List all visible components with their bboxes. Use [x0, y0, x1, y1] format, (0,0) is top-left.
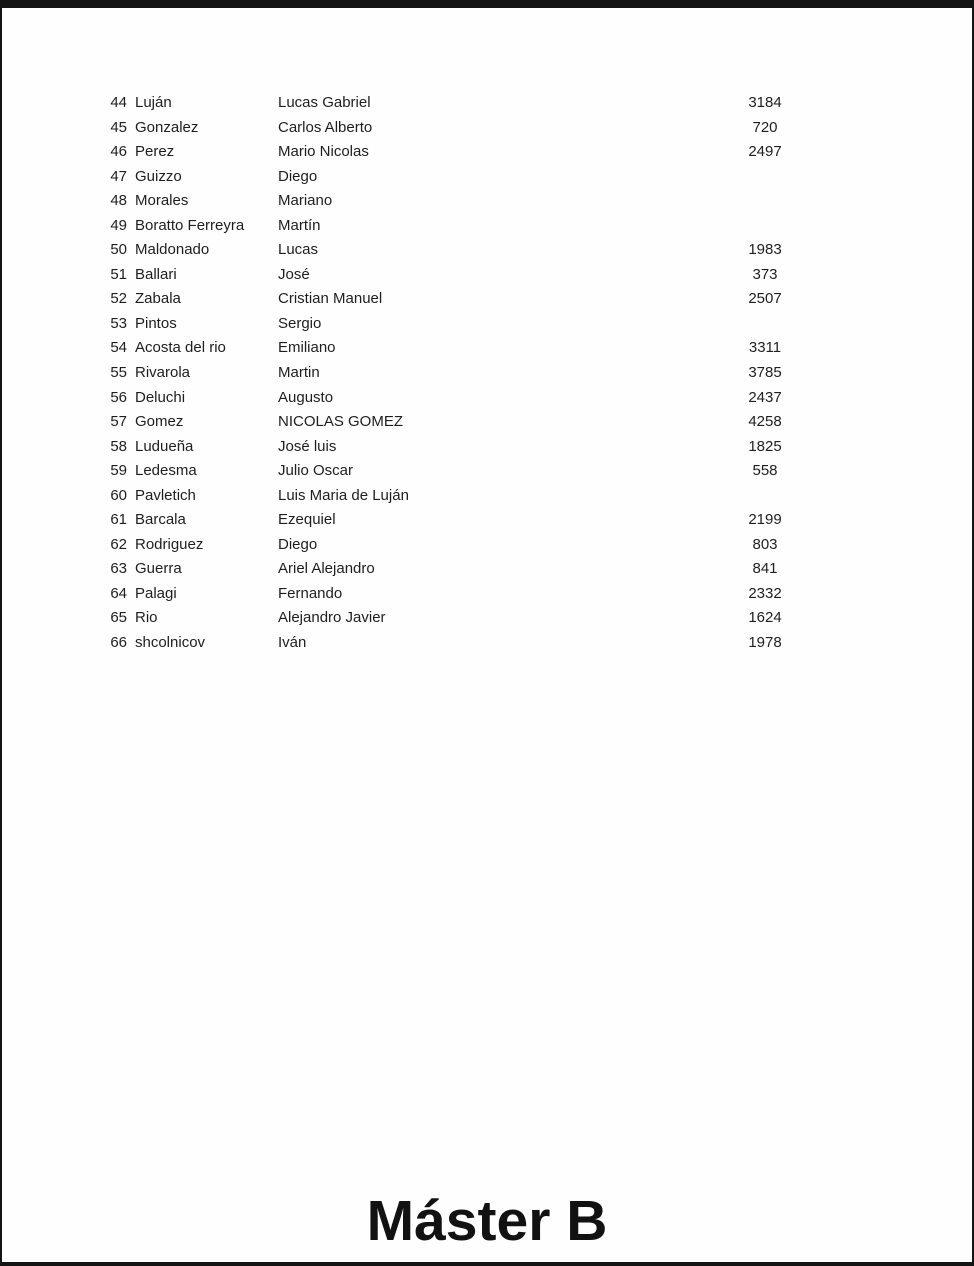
table-row: [0, 386, 974, 411]
firstname-cell: Luis Maria de Luján: [278, 486, 409, 504]
row-number-cell: 59: [110, 462, 127, 480]
row-number-cell: 62: [110, 535, 127, 553]
table-row: [0, 287, 974, 312]
row-number-cell: 65: [110, 609, 127, 627]
firstname-cell: José: [278, 265, 310, 283]
value-cell: 1624: [748, 609, 782, 627]
surname-cell: Pavletich: [135, 486, 196, 504]
row-number-cell: 47: [110, 167, 127, 185]
table-row: [0, 238, 974, 263]
surname-cell: Rodriguez: [135, 535, 204, 553]
row-number-cell: 48: [110, 192, 127, 210]
table-row: [0, 435, 974, 460]
firstname-cell: Cristian Manuel: [278, 290, 383, 308]
surname-cell: Pintos: [135, 314, 177, 332]
firstname-cell: Sergio: [278, 314, 322, 332]
row-number-cell: 49: [110, 216, 127, 234]
table-row: [0, 312, 974, 337]
firstname-cell: Ezequiel: [278, 511, 336, 529]
row-number-cell: 60: [110, 486, 127, 504]
row-number-cell: 58: [110, 437, 127, 455]
surname-cell: Luján: [135, 94, 172, 111]
table-row: [0, 165, 974, 190]
firstname-cell: Lucas: [278, 241, 319, 259]
surname-cell: Zabala: [135, 290, 181, 308]
table-row: [0, 91, 974, 116]
section-title: Máster B: [366, 1189, 608, 1253]
surname-cell: Deluchi: [135, 388, 186, 406]
table-row: [0, 508, 974, 533]
table-row: [0, 631, 974, 656]
value-cell: 1983: [748, 241, 782, 259]
row-number-cell: 66: [110, 634, 127, 652]
row-number-cell: 51: [110, 265, 127, 283]
row-number-cell: 44: [110, 94, 127, 111]
table-row: [0, 263, 974, 288]
firstname-cell: NICOLAS GOMEZ: [278, 413, 404, 431]
row-number-cell: 46: [110, 143, 127, 161]
value-cell: 558: [752, 462, 778, 480]
top-border: [0, 0, 974, 8]
value-cell: 2199: [748, 511, 782, 529]
row-number-cell: 57: [110, 413, 127, 431]
firstname-cell: Iván: [278, 634, 307, 652]
row-number-cell: 45: [110, 118, 127, 136]
firstname-cell: Emiliano: [278, 339, 336, 357]
table-row: [0, 484, 974, 509]
row-number-cell: 55: [110, 364, 127, 382]
table-row: [0, 606, 974, 631]
surname-cell: Acosta del rio: [135, 339, 226, 357]
value-cell: 803: [752, 535, 778, 553]
table-row: [0, 410, 974, 435]
firstname-cell: Alejandro Javier: [278, 609, 386, 627]
value-cell: 3785: [748, 364, 782, 382]
surname-cell: Ludueña: [135, 437, 194, 455]
value-cell: 720: [752, 118, 778, 136]
value-cell: 2437: [748, 388, 782, 406]
firstname-cell: Diego: [278, 535, 318, 553]
firstname-cell: Martín: [278, 216, 321, 234]
firstname-cell: Fernando: [278, 584, 343, 602]
firstname-cell: Augusto: [278, 388, 334, 406]
value-cell: 373: [752, 265, 778, 283]
surname-cell: Ledesma: [135, 462, 197, 480]
row-number-cell: 56: [110, 388, 127, 406]
surname-cell: Morales: [135, 192, 189, 210]
row-number-cell: 54: [110, 339, 127, 357]
surname-cell: Guizzo: [135, 167, 182, 185]
surname-cell: shcolnicov: [135, 634, 206, 652]
firstname-cell: José luis: [278, 437, 337, 455]
row-number-cell: 63: [110, 560, 127, 578]
row-number-cell: 50: [110, 241, 127, 259]
firstname-cell: Martin: [278, 364, 320, 382]
value-cell: 2497: [748, 143, 782, 161]
value-cell: 841: [752, 560, 778, 578]
surname-cell: Rivarola: [135, 364, 191, 382]
participants-list: [0, 91, 974, 656]
row-number-cell: 53: [110, 314, 127, 332]
table-row: [0, 116, 974, 141]
table-row: [0, 140, 974, 165]
row-number-cell: 61: [110, 511, 127, 529]
surname-cell: Gonzalez: [135, 118, 199, 136]
firstname-cell: Mario Nicolas: [278, 143, 369, 161]
surname-cell: Palagi: [135, 584, 177, 602]
table-row: [0, 459, 974, 484]
surname-cell: Guerra: [135, 560, 182, 578]
value-cell: 3184: [748, 94, 782, 111]
table-row: [0, 189, 974, 214]
value-cell: 4258: [748, 413, 782, 431]
surname-cell: Perez: [135, 143, 175, 161]
surname-cell: Maldonado: [135, 241, 210, 259]
surname-cell: Barcala: [135, 511, 186, 529]
table-row: [0, 336, 974, 361]
table-row: [0, 533, 974, 558]
firstname-cell: Carlos Alberto: [278, 118, 373, 136]
firstname-cell: Diego: [278, 167, 318, 185]
value-cell: 3311: [748, 339, 782, 357]
row-number-cell: 52: [110, 290, 127, 308]
surname-cell: Boratto Ferreyra: [135, 216, 245, 234]
value-cell: 2332: [748, 584, 782, 602]
table-row: [0, 361, 974, 386]
firstname-cell: Ariel Alejandro: [278, 560, 375, 578]
surname-cell: Ballari: [135, 265, 177, 283]
surname-cell: Gomez: [135, 413, 184, 431]
firstname-cell: Lucas Gabriel: [278, 94, 371, 111]
table-row: [0, 582, 974, 607]
row-number-cell: 64: [110, 584, 127, 602]
value-cell: 2507: [748, 290, 782, 308]
table-row: [0, 214, 974, 239]
bottom-border: [0, 1262, 974, 1266]
value-cell: 1978: [748, 634, 782, 652]
firstname-cell: Mariano: [278, 192, 333, 210]
surname-cell: Rio: [135, 609, 158, 627]
firstname-cell: Julio Oscar: [278, 462, 354, 480]
table-row: [0, 557, 974, 582]
value-cell: 1825: [748, 437, 782, 455]
